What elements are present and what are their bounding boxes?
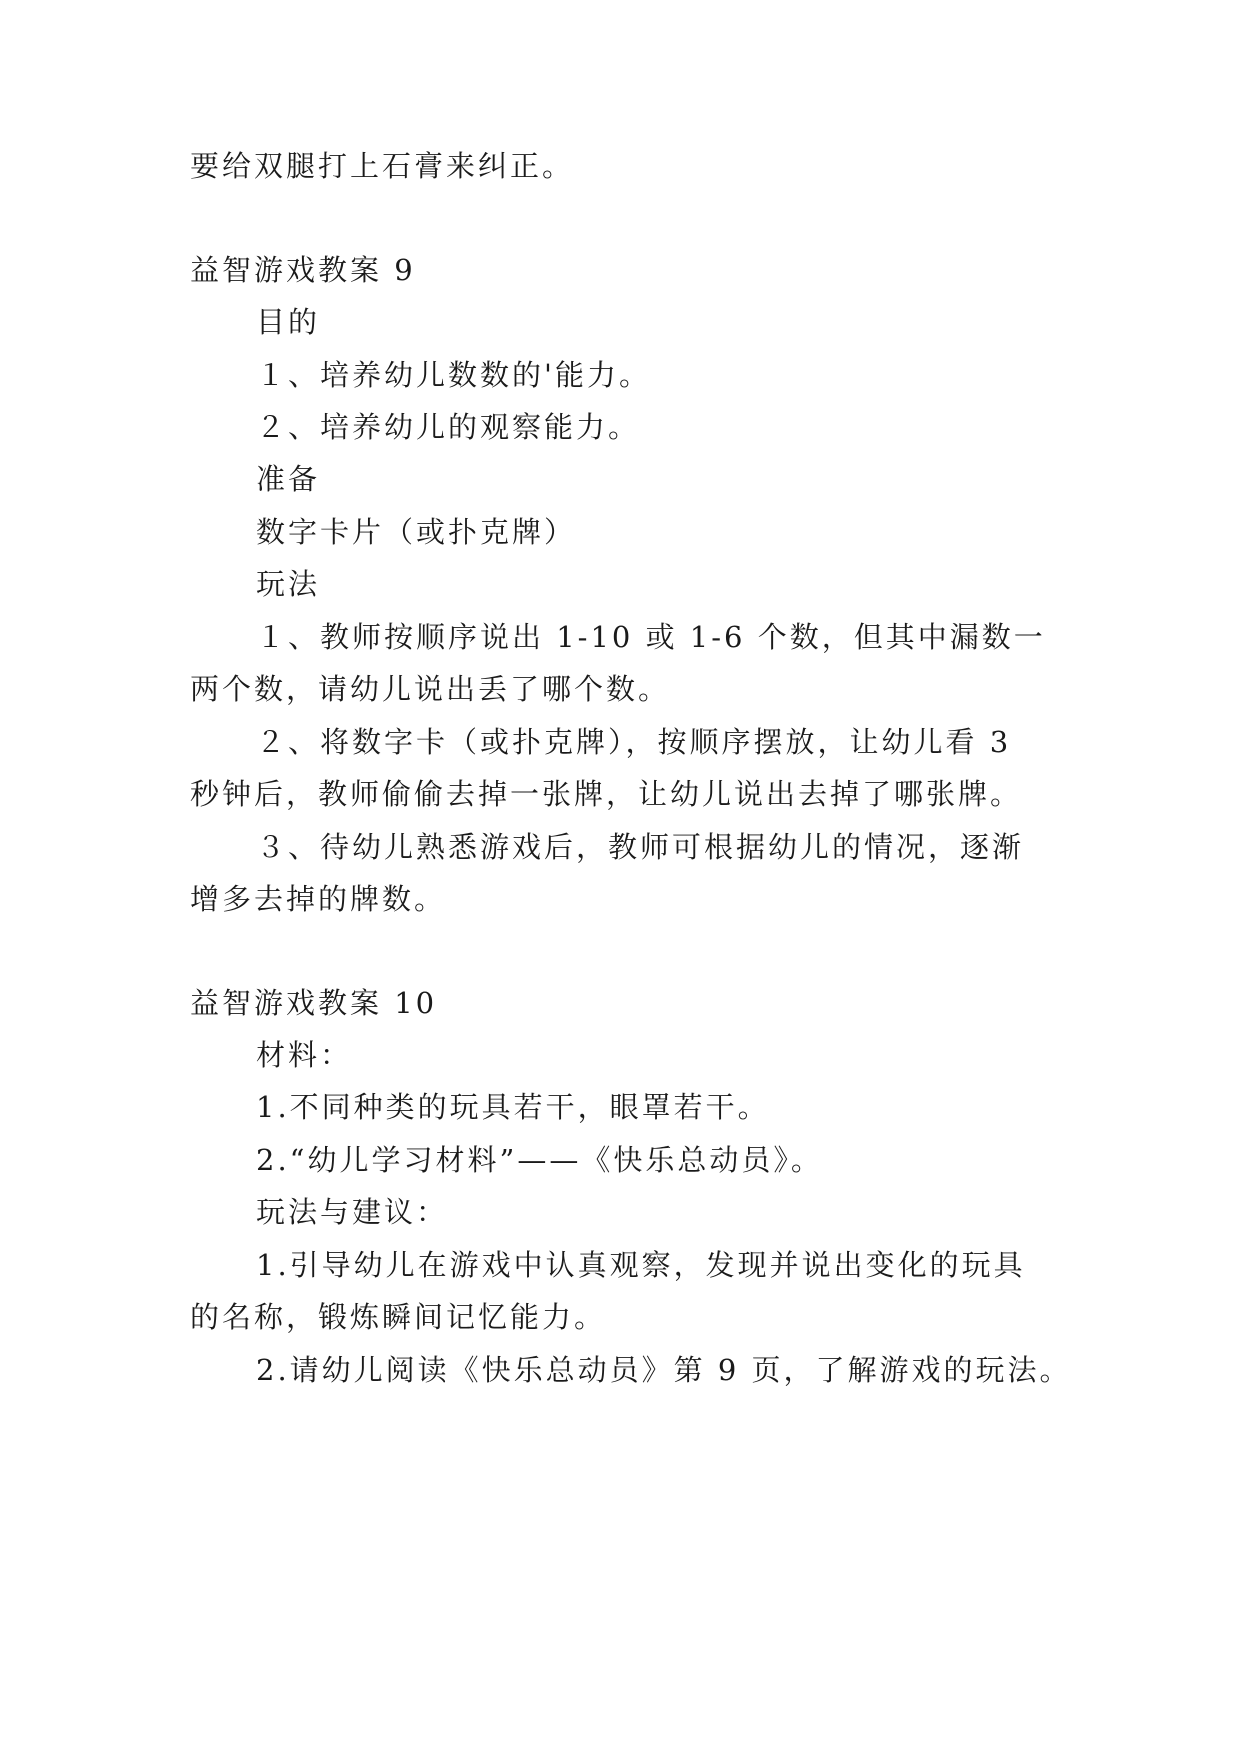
subheading-purpose: 目的 bbox=[256, 305, 321, 339]
gameplay-paragraph-1: １、教师按顺序说出 1-10 或 1-6 个数，但其中漏数一 bbox=[256, 620, 1046, 654]
advice-item-2: 2.请幼儿阅读《快乐总动员》第 9 页，了解游戏的玩法。 bbox=[256, 1353, 1072, 1387]
gameplay-paragraph-2: ２、将数字卡（或扑克牌），按顺序摆放，让幼儿看 3 bbox=[256, 725, 1012, 759]
materials-item-2: 2.“幼儿学习材料”——《快乐总动员》。 bbox=[256, 1143, 823, 1177]
subheading-materials: 材料： bbox=[256, 1038, 353, 1072]
gameplay-paragraph-1-cont: 两个数，请幼儿说出丢了哪个数。 bbox=[190, 672, 671, 706]
section-heading-10: 益智游戏教案 10 bbox=[190, 986, 438, 1020]
gameplay-paragraph-2-cont: 秒钟后，教师偷偷去掉一张牌，让幼儿说出去掉了哪张牌。 bbox=[190, 777, 1023, 811]
advice-item-1: 1.引导幼儿在游戏中认真观察，发现并说出变化的玩具 bbox=[256, 1248, 1026, 1282]
subheading-gameplay: 玩法 bbox=[256, 567, 321, 601]
materials-item-1: 1.不同种类的玩具若干，眼罩若干。 bbox=[256, 1090, 770, 1124]
subheading-preparation: 准备 bbox=[256, 462, 321, 496]
gameplay-paragraph-3: ３、待幼儿熟悉游戏后，教师可根据幼儿的情况，逐渐 bbox=[256, 830, 1025, 864]
purpose-item-2: ２、培养幼儿的观察能力。 bbox=[256, 410, 641, 444]
advice-item-1-cont: 的名称，锻炼瞬间记忆能力。 bbox=[190, 1300, 607, 1334]
section-heading-9: 益智游戏教案 9 bbox=[190, 253, 416, 287]
gameplay-paragraph-3-cont: 增多去掉的牌数。 bbox=[190, 882, 447, 916]
subheading-play-and-advice: 玩法与建议： bbox=[256, 1195, 449, 1229]
purpose-item-1: １、培养幼儿数数的'能力。 bbox=[256, 358, 651, 392]
preparation-text: 数字卡片（或扑克牌） bbox=[256, 515, 577, 549]
continuation-text: 要给双腿打上石膏来纠正。 bbox=[190, 149, 575, 183]
